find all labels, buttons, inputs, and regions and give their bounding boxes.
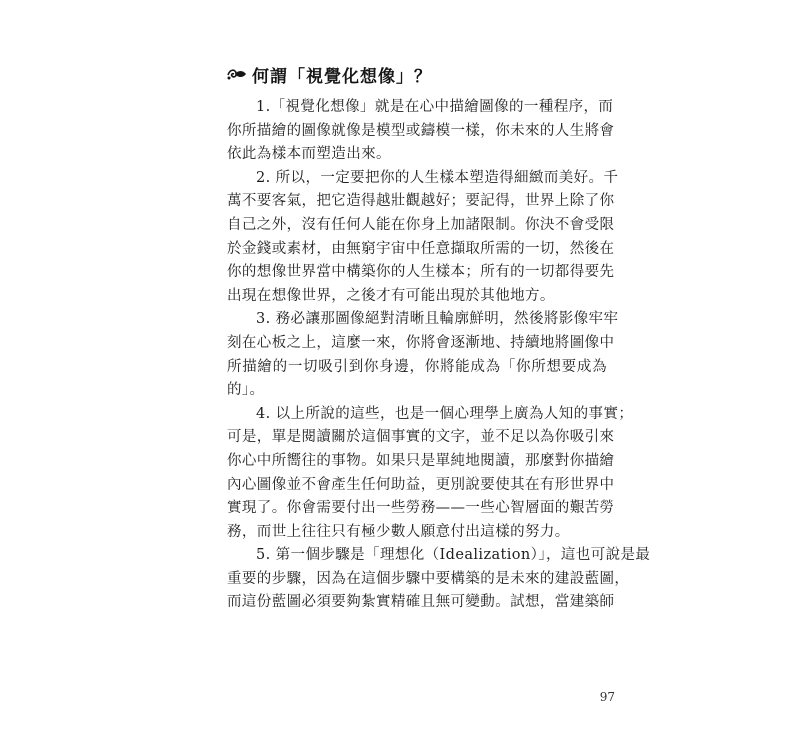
- body-text: [227, 96, 651, 615]
- text-line: 你的想像世界當中構築你的人生樣本；所有的一切都得要先: [227, 264, 615, 281]
- text-line: 所描繪的一切吸引到你身邊，你將能成為「你所想要成為: [227, 358, 607, 375]
- section-title: 何謂「視覺化想像」？: [252, 66, 432, 87]
- text-line: 出現在想像世界，之後才有可能出現於其他地方。: [227, 287, 555, 304]
- text-line: 4. 以上所說的這些，也是一個心理學上廣為人知的事實；: [256, 405, 634, 422]
- fleuron-icon: [226, 66, 248, 82]
- text-line: 刻在心板之上，這麼一來，你將會逐漸地、持續地將圖像中: [227, 334, 615, 351]
- text-line: 的」。: [227, 382, 265, 399]
- paragraph-5: [227, 544, 651, 615]
- text-line: 重要的步驟，因為在這個步驟中要構築的是未來的建設藍圖，: [227, 570, 630, 587]
- text-line: 1.「視覺化想像」就是在心中描繪圖像的一種程序，而: [256, 99, 614, 115]
- page-number: 97: [599, 690, 615, 704]
- paragraph-2: [227, 167, 619, 309]
- text-line: 萬不要客氣，把它造得越壯觀越好；要記得，世界上除了你: [227, 193, 615, 210]
- text-line: 依此為樣本而塑造出來。: [227, 146, 391, 163]
- section-heading: [226, 60, 432, 88]
- text-line: 你所描繪的圖像就像是模型或鑄模一樣，你未來的人生將會: [227, 122, 615, 139]
- text-line: 你心中所嚮往的事物。如果只是單純地閱讀，那麼對你描繪: [227, 452, 615, 469]
- text-line: 3. 務必讓那圖像絕對清晰且輪廓鮮明，然後將影像牢牢: [256, 311, 619, 328]
- text-line: 5. 第一個步驟是「理想化（Idealization）」，這也可說是最: [256, 547, 651, 564]
- text-line: 可是，單是閱讀關於這個事實的文字，並不足以為你吸引來: [227, 429, 615, 446]
- text-line: 內心圖像並不會產生任何助益，更別說要使其在有形世界中: [227, 476, 615, 493]
- text-line: 2. 所以，一定要把你的人生樣本塑造得細緻而美好。千: [256, 169, 619, 186]
- text-line: 自己之外，沒有任何人能在你身上加諸限制。你決不會受限: [227, 216, 615, 233]
- paragraph-4: [227, 403, 634, 545]
- text-line: 務，而世上往往只有極少數人願意付出這樣的努力。: [227, 523, 570, 540]
- text-line: 於金錢或素材，由無窮宇宙中任意擷取所需的一切，然後在: [227, 240, 615, 257]
- text-line: 而這份藍圖必須要夠紮實精確且無可變動。試想，當建築師: [227, 594, 615, 611]
- text-line: 實現了。你會需要付出一些勞務——一些心智層面的艱苦勞: [227, 500, 615, 517]
- paragraph-1: [227, 96, 615, 167]
- paragraph-3: [227, 308, 619, 402]
